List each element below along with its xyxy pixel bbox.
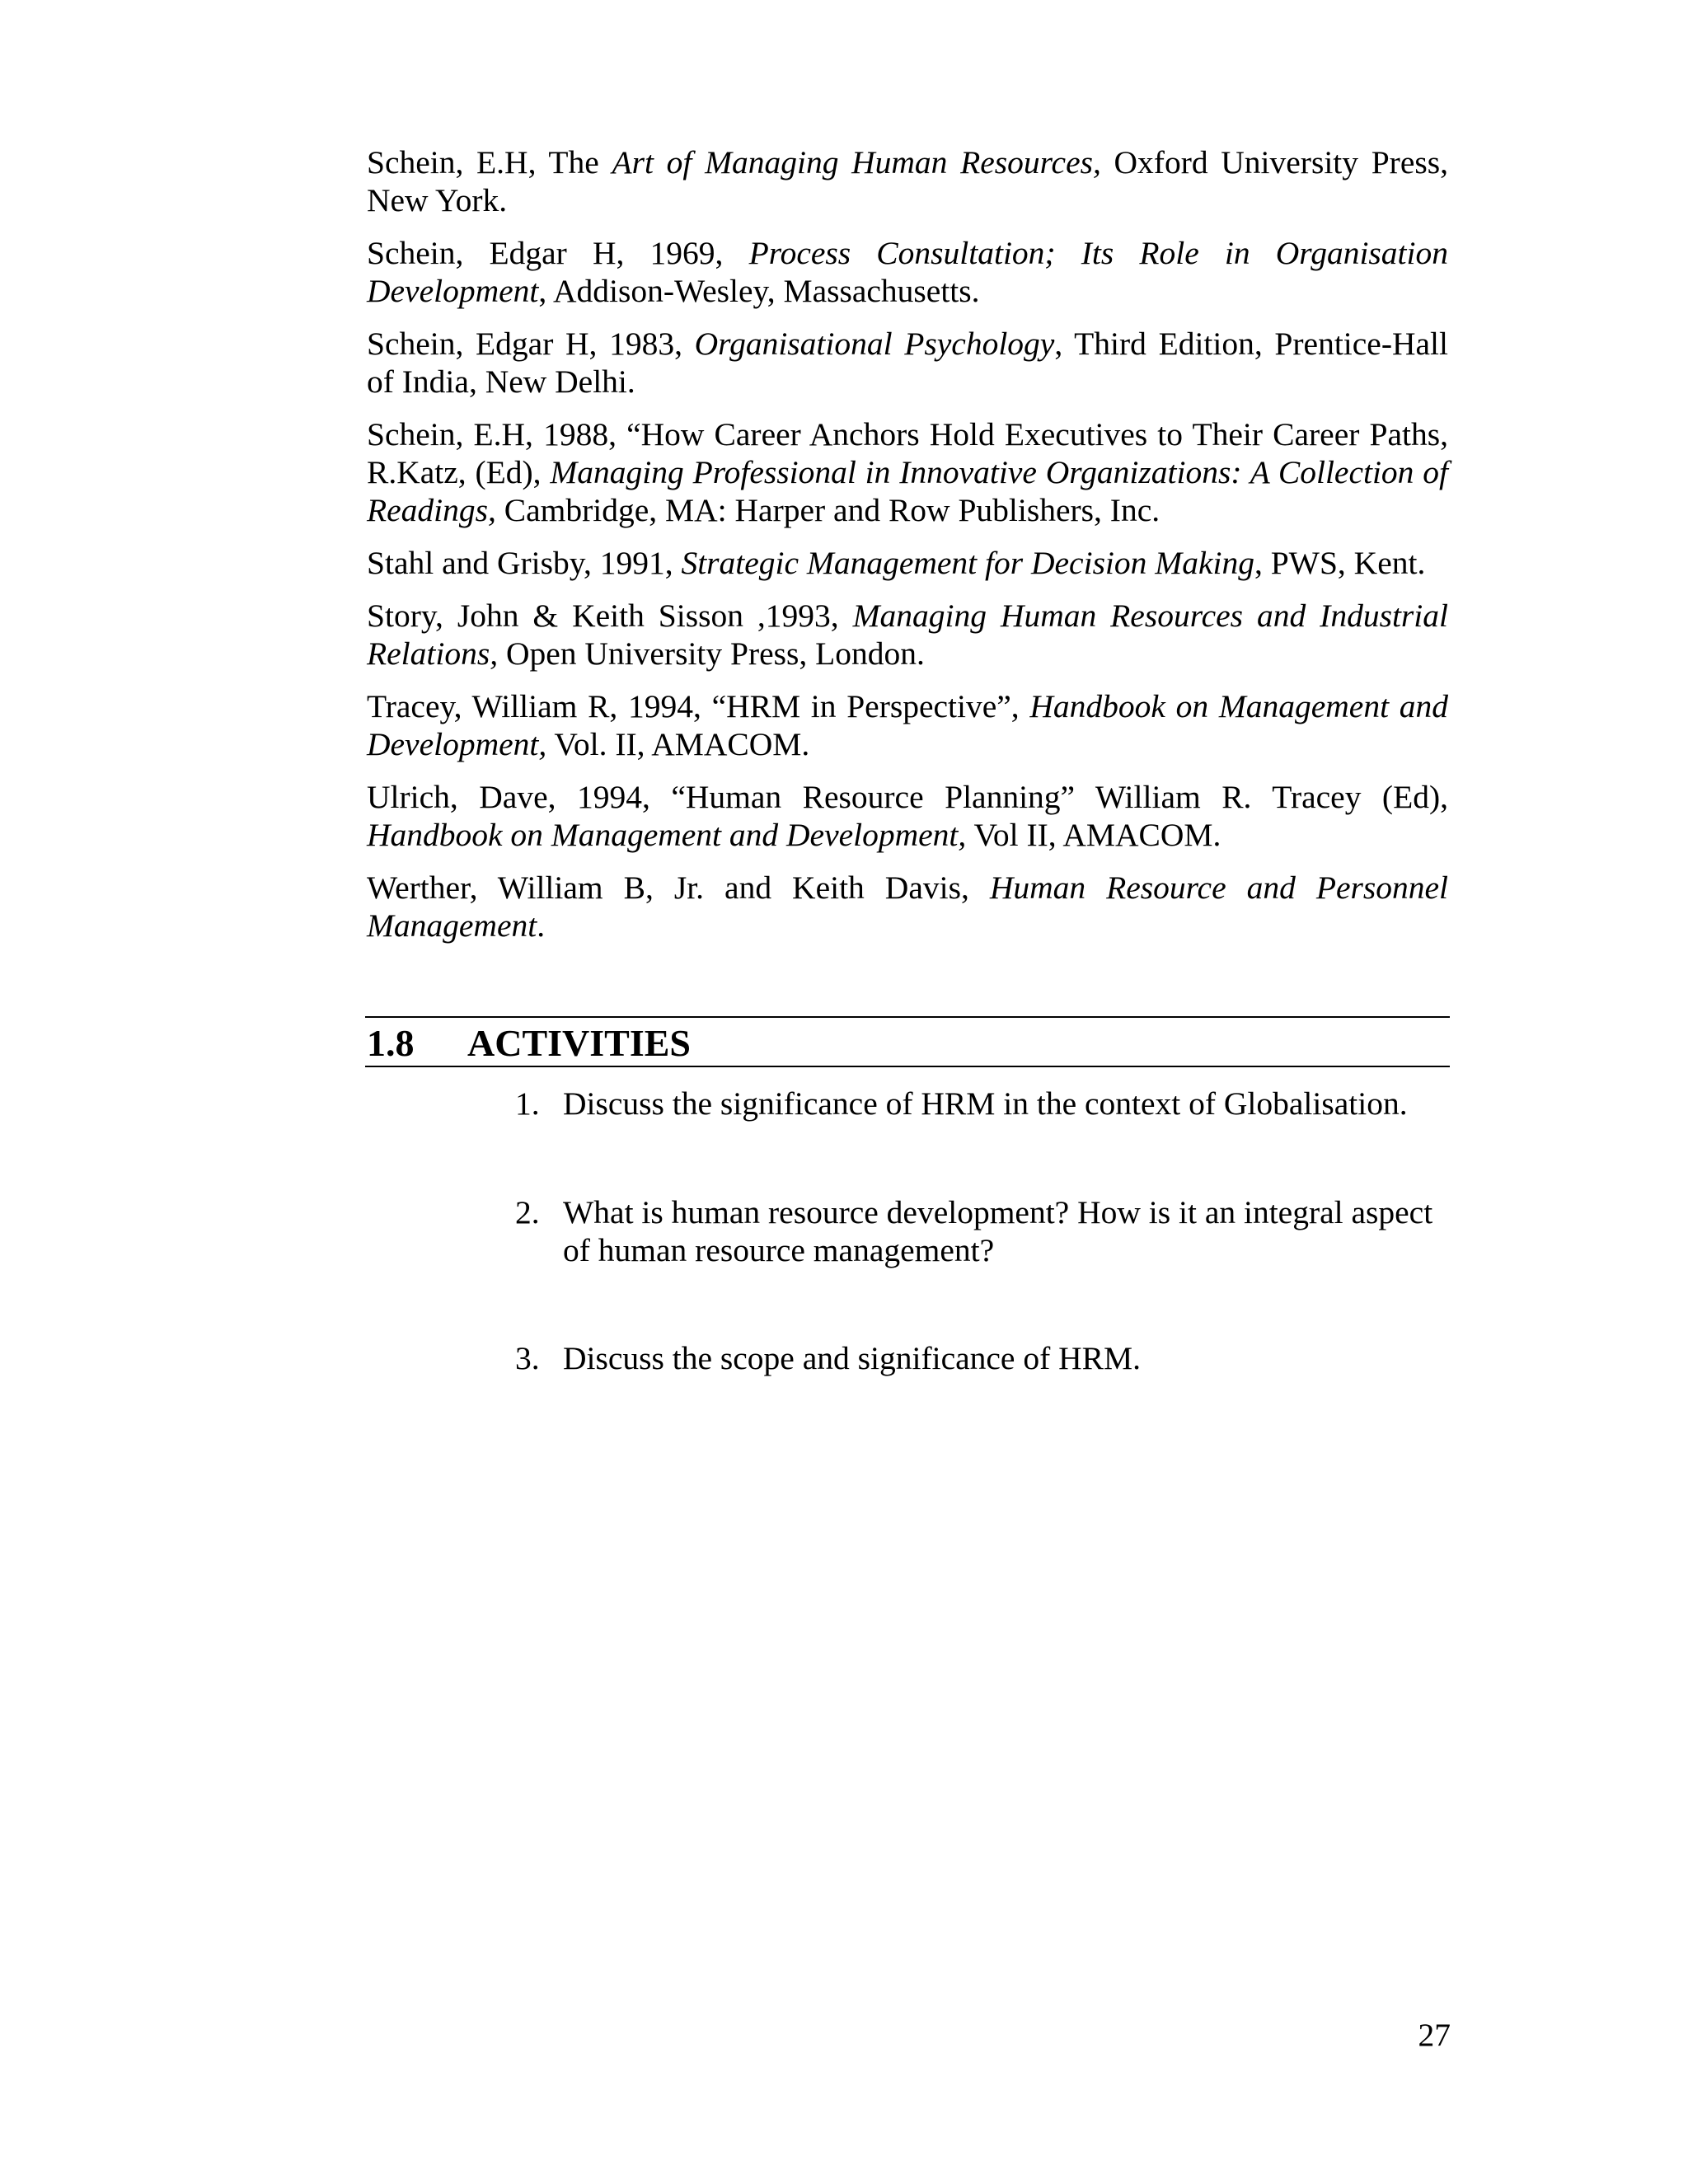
reference-text: Schein, E.H, 1988, “How Career Anchors Hold Executives to Their Career Paths, R.Katz, (Ed), <box>367 416 1448 490</box>
activity-text: Discuss the scope and significance of HRM. <box>563 1340 1141 1376</box>
reference-text: Cambridge, MA: Harper and Row Publishers, Inc. <box>495 492 1160 528</box>
reference-title: Handbook on Management and Development, <box>367 688 1449 762</box>
reference-text: Oxford University Press, New York. <box>367 144 1448 218</box>
reference-entry <box>367 687 1448 763</box>
reference-title: Managing Human Resources and Industrial Relations, <box>367 598 1449 672</box>
reference-title: Managing Professional in Innovative Organizations: A Collection of Readings, <box>367 454 1448 528</box>
activity-text: What is human resource development? How is it an integral aspect of human resource management? <box>563 1194 1433 1268</box>
reference-title: Strategic Management for Decision Making <box>681 545 1254 581</box>
reference-text: Tracey, William R, 1994, “HRM in Perspective”, <box>367 688 1030 724</box>
reference-text: Schein, Edgar H, 1969, <box>367 235 749 271</box>
reference-text: Vol II, AMACOM. <box>966 817 1221 853</box>
reference-text: Werther, William B, Jr. and Keith Davis, <box>367 869 990 906</box>
activity-text: Discuss the significance of HRM in the context of Globalisation. <box>563 1085 1408 1122</box>
section-heading <box>367 1020 691 1066</box>
reference-entry <box>367 415 1448 529</box>
reference-title: Human Resource and Personnel Management <box>367 869 1448 944</box>
page-number: 27 <box>1418 2017 1451 2053</box>
reference-text: . <box>537 907 546 944</box>
reference-entry <box>367 143 1448 219</box>
reference-entry <box>367 597 1448 673</box>
section-title: ACTIVITIES <box>467 1022 691 1064</box>
activity-number: 2. <box>515 1194 540 1230</box>
reference-text: Stahl and Grisby, 1991, <box>367 545 682 581</box>
reference-text: Vol. II, AMACOM. <box>546 726 810 762</box>
section-number: 1.8 <box>367 1022 415 1064</box>
activities-list <box>515 1193 1451 1269</box>
section-top-rule <box>365 1016 1450 1018</box>
activity-number: 1. <box>515 1085 540 1122</box>
reference-text: Story, John & Keith Sisson ,1993, <box>367 598 853 634</box>
activity-number: 3. <box>515 1340 540 1376</box>
reference-entry <box>367 778 1448 854</box>
reference-text: Ulrich, Dave, 1994, “Human Resource Planning” William R. Tracey (Ed), <box>367 779 1448 815</box>
reference-title: Art of Managing Human Resources, <box>612 144 1101 180</box>
reference-text: Schein, Edgar H, 1983, <box>367 326 695 362</box>
reference-text: , PWS, Kent. <box>1254 545 1426 581</box>
reference-entry <box>367 869 1448 944</box>
activities-list <box>515 1339 1451 1377</box>
reference-title: Handbook on Management and Development, <box>367 817 967 853</box>
references-list <box>367 143 1448 959</box>
activity-item <box>515 1339 1451 1377</box>
activities-list <box>515 1085 1451 1122</box>
reference-text: Schein, E.H, The <box>367 144 612 180</box>
activity-item <box>515 1193 1451 1269</box>
reference-title: Organisational Psychology <box>694 326 1055 362</box>
section-bottom-rule <box>365 1066 1450 1067</box>
reference-text: , Addison-Wesley, Massachusetts. <box>538 273 980 309</box>
reference-text: Open University Press, London. <box>498 635 925 672</box>
reference-text: , Third Edition, Prentice-Hall of India, New Delhi. <box>367 326 1448 400</box>
reference-title: Process Consultation; Its Role in Organisation Development <box>367 235 1448 309</box>
reference-entry <box>367 544 1448 582</box>
reference-entry <box>367 234 1448 310</box>
reference-entry <box>367 325 1448 401</box>
activity-item <box>515 1085 1451 1122</box>
